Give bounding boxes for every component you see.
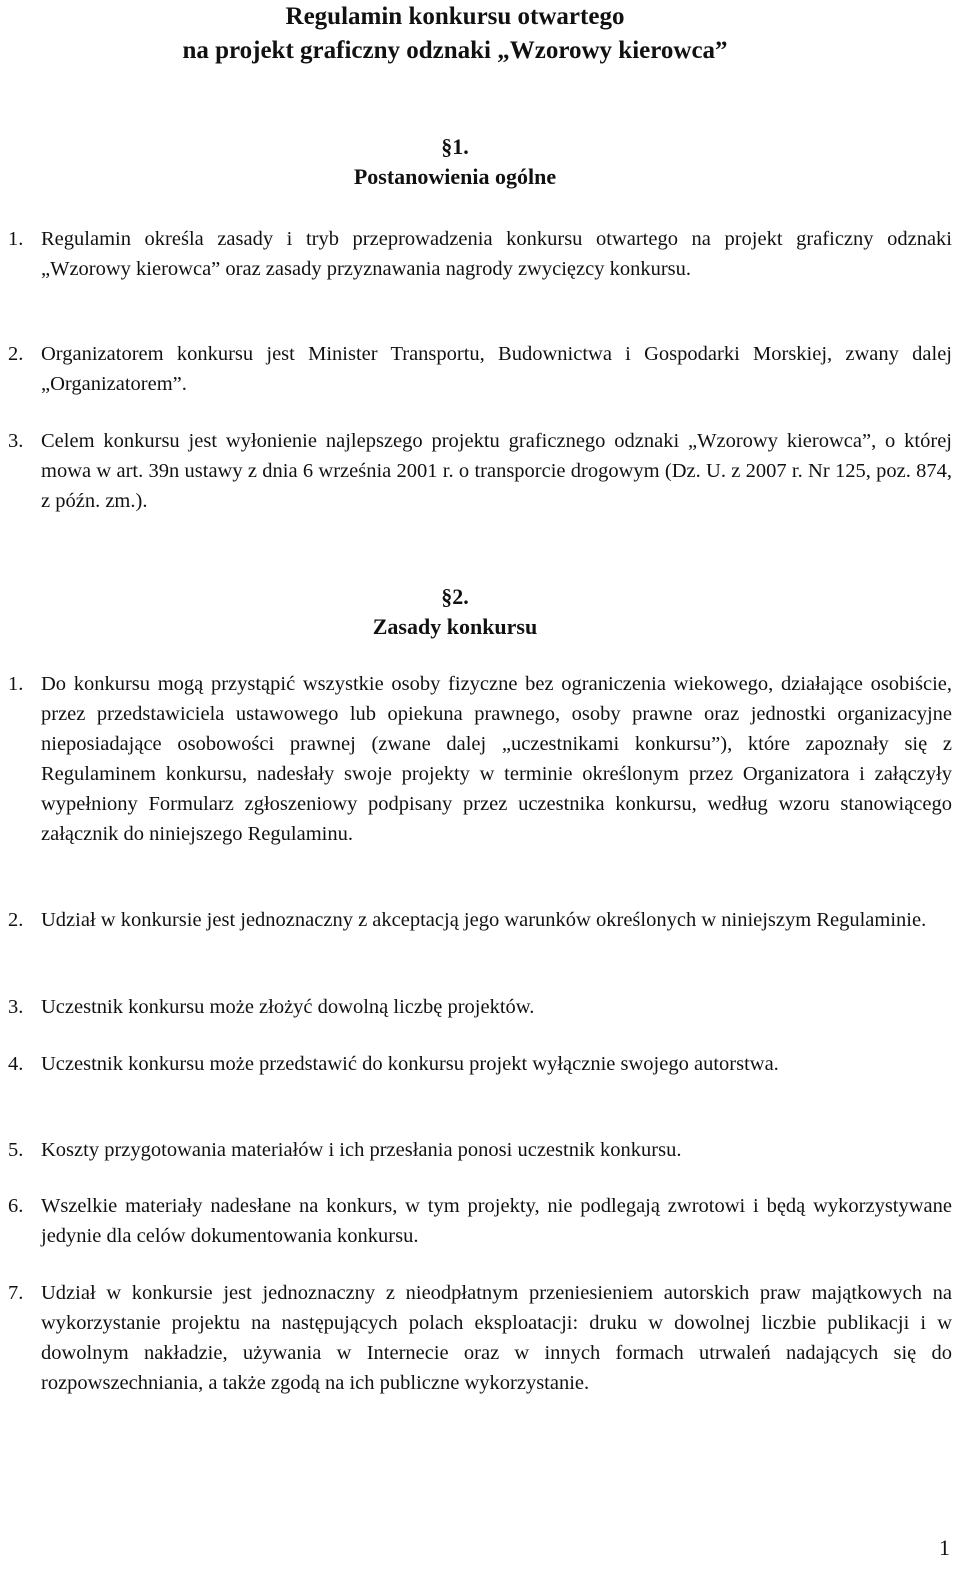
section-1-item-1	[8, 224, 952, 284]
section-2-item-5	[8, 1135, 952, 1165]
item-number: 1.	[8, 673, 24, 695]
section-1-symbol: §1.	[441, 134, 469, 159]
item-text: Regulamin określa zasady i tryb przeprowadzenia konkursu otwartego na projekt graficzny odznaki „Wzorowy kierowca” oraz zasady przyznawania nagrody zwycięzcy konkursu.	[41, 228, 952, 280]
section-2-item-7	[8, 1278, 952, 1398]
item-number: 1.	[8, 228, 24, 250]
section-2-symbol: §2.	[441, 584, 469, 609]
document-title-line-1: Regulamin konkursu otwartego	[285, 3, 625, 30]
item-number: 4.	[8, 1053, 24, 1075]
item-number: 3.	[8, 996, 24, 1018]
item-number: 2.	[8, 343, 24, 365]
section-1-item-2	[8, 339, 952, 399]
item-text: Celem konkursu jest wyłonienie najlepszego projektu graficznego odznaki „Wzorowy kierowca”, o której mowa w art. 39n ustawy z dnia 6 września 2001 r. o transporcie drogowym (Dz. U. z 2007 r. Nr 125, poz. 874, z późn. zm.).	[41, 430, 952, 512]
page-number: 1	[939, 1535, 950, 1560]
item-text: Do konkursu mogą przystąpić wszystkie osoby fizyczne bez ograniczenia wiekowego, działające osobiście, przez przedstawiciela ustawowego lub opiekuna prawnego, osoby prawne oraz jednostki organizacyjne nieposiadające osobowości prawnej (zwane dalej „uczestnikami konkursu”), które zapoznały się z Regulaminem konkursu, nadesłały swoje projekty w terminie określonym przez Organizatora i załączyły wypełniony Formularz zgłoszeniowy podpisany przez uczestnika konkursu, według wzoru stanowiącego załącznik do niniejszego Regulaminu.	[41, 673, 952, 845]
section-1-heading: Postanowienia ogólne	[353, 164, 557, 189]
item-text: Udział w konkursie jest jednoznaczny z akceptacją jego warunków określonych w niniejszym Regulaminie.	[41, 909, 927, 931]
section-2-item-1	[8, 669, 952, 849]
item-number: 3.	[8, 430, 24, 452]
section-2-item-3	[8, 992, 952, 1022]
item-number: 5.	[8, 1139, 24, 1161]
item-number: 6.	[8, 1195, 24, 1217]
item-text: Organizatorem konkursu jest Minister Transportu, Budownictwa i Gospodarki Morskiej, zwany dalej „Organizatorem”.	[41, 343, 952, 395]
section-2-heading: Zasady konkursu	[372, 614, 538, 639]
item-number: 2.	[8, 909, 24, 931]
section-2-item-6	[8, 1191, 952, 1251]
item-text: Uczestnik konkursu może przedstawić do konkursu projekt wyłącznie swojego autorstwa.	[41, 1053, 779, 1075]
item-text: Koszty przygotowania materiałów i ich przesłania ponosi uczestnik konkursu.	[41, 1139, 682, 1161]
section-2-item-4	[8, 1049, 952, 1079]
item-text: Wszelkie materiały nadesłane na konkurs, w tym projekty, nie podlegają zwrotowi i będą wykorzystywane jedynie dla celów dokumentowania konkursu.	[41, 1195, 952, 1247]
item-number: 7.	[8, 1282, 24, 1304]
section-1-item-3	[8, 426, 952, 516]
section-2-item-2	[8, 905, 952, 935]
item-text: Uczestnik konkursu może złożyć dowolną liczbę projektów.	[41, 996, 535, 1018]
document-title-line-2: na projekt graficzny odznaki „Wzorowy kierowca”	[182, 37, 728, 64]
item-text: Udział w konkursie jest jednoznaczny z nieodpłatnym przeniesieniem autorskich praw majątkowych na wykorzystanie projektu na następujących polach eksploatacji: druku w dowolnej liczbie publikacji i w dowolnym nakładzie, używania w Internecie oraz w innych formach utrwaleń nadających się do rozpowszechniania, a także zgodą na ich publiczne wykorzystanie.	[41, 1282, 952, 1394]
